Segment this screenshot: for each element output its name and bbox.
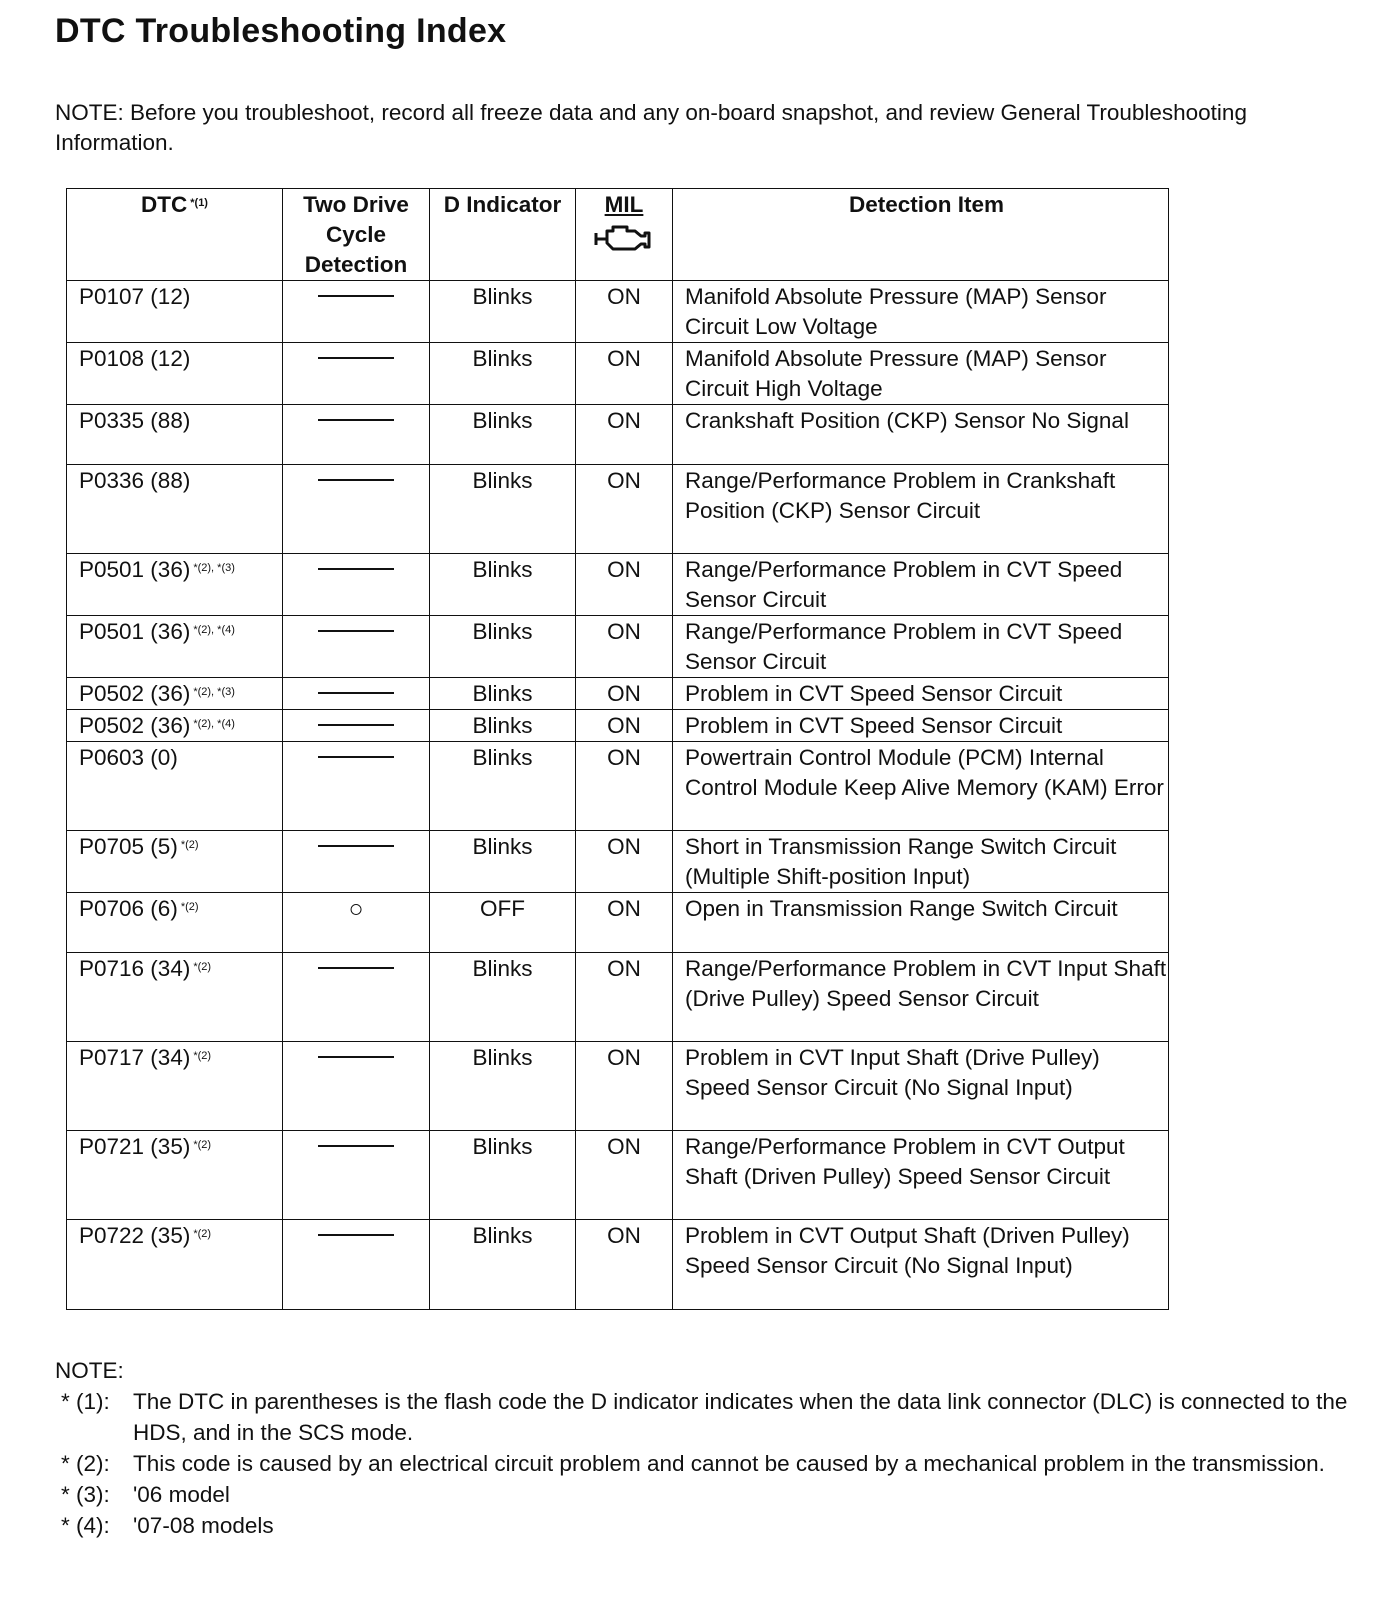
table-row [67,343,1169,405]
dtc-code-cell [67,343,283,405]
d-indicator-cell: Blinks [430,1042,576,1131]
dash-icon [318,295,394,297]
header-mil [576,189,673,281]
check-engine-icon [593,222,655,252]
dtc-code-cell [67,616,283,678]
dtc-footnote-ref: *(2), *(3) [193,562,235,574]
detection-item-cell: Crankshaft Position (CKP) Sensor No Signal [673,405,1169,465]
dtc-code: P0502 (36) [79,681,191,706]
detection-item-cell: Open in Transmission Range Switch Circuit [673,893,1169,953]
table-row [67,1131,1169,1220]
table-row [67,465,1169,554]
footnotes-label: NOTE: [55,1358,124,1383]
footnote-item [55,1386,1355,1448]
d-indicator-cell: Blinks [430,1220,576,1310]
dtc-code-cell [67,710,283,742]
dtc-code-cell [67,554,283,616]
dtc-footnote-ref: *(2) [193,961,212,973]
d-indicator-cell: Blinks [430,831,576,893]
footnote-text: '06 model [133,1482,230,1507]
two-drive-cell [283,465,430,554]
dtc-code: P0716 (34) [79,956,191,981]
dtc-index-table [66,188,1169,1310]
mil-cell: ON [576,710,673,742]
two-drive-cell [283,554,430,616]
two-drive-cell [283,710,430,742]
dash-icon [318,568,394,570]
header-dtc [67,189,283,281]
two-drive-cell [283,953,430,1042]
dtc-code-cell [67,1042,283,1131]
two-drive-cell [283,281,430,343]
mil-cell: ON [576,953,673,1042]
table-row [67,953,1169,1042]
table-row [67,678,1169,710]
header-d-indicator: D Indicator [430,189,576,281]
top-note: NOTE: Before you troubleshoot, record all freeze data and any on-board snapshot, and review General Troubleshooting Information. [55,100,1247,155]
header-two-drive: Two Drive Cycle Detection [283,189,430,281]
d-indicator-cell: Blinks [430,678,576,710]
dash-icon [318,630,394,632]
dtc-footnote-ref: *(2) [193,1228,212,1240]
table-row [67,1042,1169,1131]
dtc-code-cell [67,405,283,465]
table-row [67,554,1169,616]
d-indicator-cell: Blinks [430,953,576,1042]
mil-cell: ON [576,281,673,343]
mil-cell: ON [576,343,673,405]
footnote-item [55,1479,1355,1510]
footnote-text: '07-08 models [133,1513,274,1538]
footnote-item [55,1510,1355,1541]
dash-icon [318,357,394,359]
footnote-text: The DTC in parentheses is the flash code the D indicator indicates when the data link connector (DLC) is connected to the HDS, and in the SCS mode. [133,1389,1348,1445]
dash-icon [318,756,394,758]
dash-icon [318,692,394,694]
detection-item-cell: Range/Performance Problem in CVT Speed Sensor Circuit [673,616,1169,678]
d-indicator-cell: Blinks [430,343,576,405]
dtc-code-cell [67,1131,283,1220]
d-indicator-cell: Blinks [430,1131,576,1220]
detection-item-cell: Problem in CVT Input Shaft (Drive Pulley) Speed Sensor Circuit (No Signal Input) [673,1042,1169,1131]
dtc-code-cell [67,953,283,1042]
dtc-code: P0108 (12) [79,346,191,371]
dtc-footnote-ref: *(2), *(4) [193,718,235,730]
mil-cell: ON [576,405,673,465]
dtc-code-cell [67,465,283,554]
dash-icon [318,967,394,969]
d-indicator-cell: Blinks [430,554,576,616]
dash-icon [318,1056,394,1058]
dash-icon [318,1145,394,1147]
d-indicator-cell: Blinks [430,405,576,465]
dtc-code: P0335 (88) [79,408,191,433]
d-indicator-cell: Blinks [430,465,576,554]
detection-item-cell: Problem in CVT Speed Sensor Circuit [673,678,1169,710]
footnote-mark: * (4): [61,1513,110,1538]
mil-cell: ON [576,678,673,710]
dtc-code-cell [67,831,283,893]
dtc-code: P0501 (36) [79,557,191,582]
table-row [67,616,1169,678]
header-dtc-label: DTC [141,192,188,217]
dtc-code: P0501 (36) [79,619,191,644]
detection-item-cell: Manifold Absolute Pressure (MAP) Sensor Circuit High Voltage [673,343,1169,405]
mil-cell: ON [576,1042,673,1131]
table-row [67,893,1169,953]
table-row [67,710,1169,742]
two-drive-cell [283,405,430,465]
d-indicator-cell: OFF [430,893,576,953]
footnote-mark: * (1): [61,1389,110,1414]
dtc-code: P0721 (35) [79,1134,191,1159]
d-indicator-cell: Blinks [430,616,576,678]
two-drive-cell [283,343,430,405]
footnotes-list [55,1386,1355,1541]
dtc-code: P0706 (6) [79,896,178,921]
dtc-code-cell [67,742,283,831]
page-title: DTC Troubleshooting Index [55,12,507,50]
header-mil-label: MIL [604,192,644,217]
dash-icon [318,479,394,481]
dtc-code-cell [67,1220,283,1310]
two-drive-cell [283,616,430,678]
two-drive-cell [283,893,430,953]
dtc-code: P0107 (12) [79,284,191,309]
detection-item-cell: Range/Performance Problem in CVT Input Shaft (Drive Pulley) Speed Sensor Circuit [673,953,1169,1042]
mil-cell: ON [576,465,673,554]
mil-cell: ON [576,616,673,678]
d-indicator-cell: Blinks [430,710,576,742]
detection-item-cell: Range/Performance Problem in CVT Output Shaft (Driven Pulley) Speed Sensor Circuit [673,1131,1169,1220]
circle-icon: ○ [348,895,364,923]
detection-item-cell: Range/Performance Problem in Crankshaft Position (CKP) Sensor Circuit [673,465,1169,554]
mil-cell: ON [576,893,673,953]
table-row [67,405,1169,465]
two-drive-cell [283,678,430,710]
detection-item-cell: Short in Transmission Range Switch Circuit (Multiple Shift-position Input) [673,831,1169,893]
detection-item-cell: Powertrain Control Module (PCM) Internal Control Module Keep Alive Memory (KAM) Error [673,742,1169,831]
dtc-footnote-ref: *(2), *(3) [193,686,235,698]
dtc-footnote-ref: *(2) [193,1139,212,1151]
dtc-footnote-ref: *(2) [180,901,199,913]
detection-item-cell: Problem in CVT Output Shaft (Driven Pulley) Speed Sensor Circuit (No Signal Input) [673,1220,1169,1310]
detection-item-cell: Problem in CVT Speed Sensor Circuit [673,710,1169,742]
dtc-code-cell [67,281,283,343]
dtc-code: P0502 (36) [79,713,191,738]
header-dtc-footnote: *(1) [190,197,208,209]
mil-cell: ON [576,1220,673,1310]
dash-icon [318,419,394,421]
dtc-code-cell [67,893,283,953]
two-drive-cell [283,1131,430,1220]
detection-item-cell: Range/Performance Problem in CVT Speed Sensor Circuit [673,554,1169,616]
header-detection-item: Detection Item [673,189,1169,281]
d-indicator-cell: Blinks [430,742,576,831]
two-drive-cell [283,831,430,893]
detection-item-cell: Manifold Absolute Pressure (MAP) Sensor Circuit Low Voltage [673,281,1169,343]
footnotes [55,1355,1355,1541]
dtc-footnote-ref: *(2) [193,1050,212,1062]
footnote-mark: * (3): [61,1482,110,1507]
dtc-code: P0603 (0) [79,745,178,770]
two-drive-cell [283,1220,430,1310]
two-drive-cell [283,1042,430,1131]
mil-cell: ON [576,1131,673,1220]
mil-cell: ON [576,554,673,616]
two-drive-cell [283,742,430,831]
dash-icon [318,1234,394,1236]
dtc-code: P0705 (5) [79,834,178,859]
table-row [67,1220,1169,1310]
dtc-footnote-ref: *(2), *(4) [193,624,235,636]
dtc-footnote-ref: *(2) [180,839,199,851]
dtc-code: P0336 (88) [79,468,191,493]
dtc-code-cell [67,678,283,710]
dtc-code: P0722 (35) [79,1223,191,1248]
d-indicator-cell: Blinks [430,281,576,343]
table-row [67,742,1169,831]
footnote-text: This code is caused by an electrical circuit problem and cannot be caused by a mechanical problem in the transmission. [133,1451,1325,1476]
mil-cell: ON [576,831,673,893]
table-row [67,281,1169,343]
dash-icon [318,845,394,847]
dtc-code: P0717 (34) [79,1045,191,1070]
footnote-item [55,1448,1355,1479]
dash-icon [318,724,394,726]
footnote-mark: * (2): [61,1451,110,1476]
table-row [67,831,1169,893]
table-header-row [67,189,1169,281]
mil-cell: ON [576,742,673,831]
